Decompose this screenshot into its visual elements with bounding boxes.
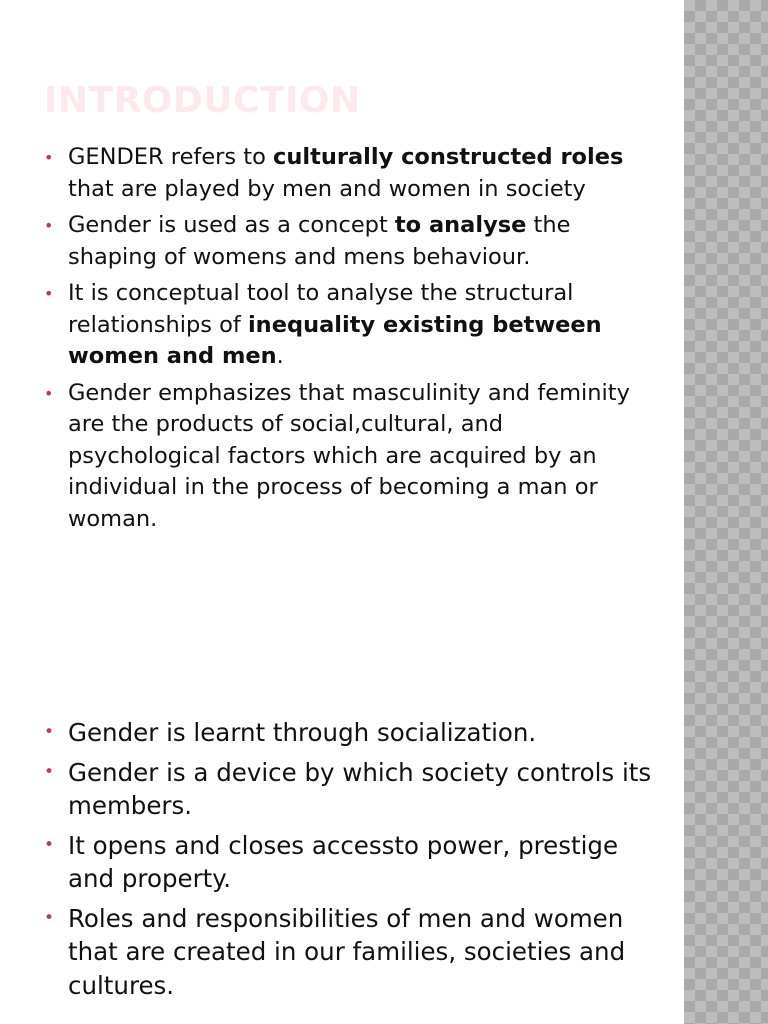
bullet-text-bold: to analyse bbox=[394, 212, 527, 238]
bullet-text: Gender is learnt through socialization. bbox=[68, 718, 537, 747]
bullet-text: Roles and responsibilities of men and women that are created in our families, societies and cultures. bbox=[68, 903, 626, 1000]
list-item bbox=[44, 142, 644, 205]
bullet-text: the shaping of womens and mens behaviour. bbox=[68, 212, 571, 270]
bullet-list-bottom bbox=[44, 716, 654, 1008]
bullet-text-bold: culturally constructed roles bbox=[273, 144, 624, 170]
decorative-side-pattern bbox=[684, 0, 768, 1024]
list-item bbox=[44, 378, 644, 536]
list-item bbox=[44, 829, 654, 896]
slide-title: INTRODUCTION bbox=[44, 80, 361, 121]
bullet-text: Gender emphasizes that masculinity and feminity are the products of social,cultural, and psychological factors which are acquired by an individual in the process of becoming a man or woman. bbox=[68, 379, 630, 532]
bullet-text: that are played by men and women in society bbox=[68, 175, 586, 202]
list-item bbox=[44, 902, 654, 1003]
bullet-text-bold: inequality existing between women and men bbox=[68, 311, 602, 369]
bullet-list-top bbox=[44, 142, 644, 540]
bullet-text: . bbox=[276, 343, 284, 369]
list-item bbox=[44, 756, 654, 823]
bullet-text: Gender is used as a concept bbox=[68, 212, 395, 238]
bullet-text: Gender is a device by which society controls its members. bbox=[68, 757, 652, 820]
bullet-text: It opens and closes accessto power, prestige and property. bbox=[68, 830, 619, 893]
list-item bbox=[44, 716, 654, 750]
list-item bbox=[44, 278, 644, 373]
bullet-text: It is conceptual tool to analyse the structural relationships of bbox=[68, 280, 574, 338]
bullet-text: GENDER refers to bbox=[68, 144, 274, 170]
list-item bbox=[44, 210, 644, 273]
